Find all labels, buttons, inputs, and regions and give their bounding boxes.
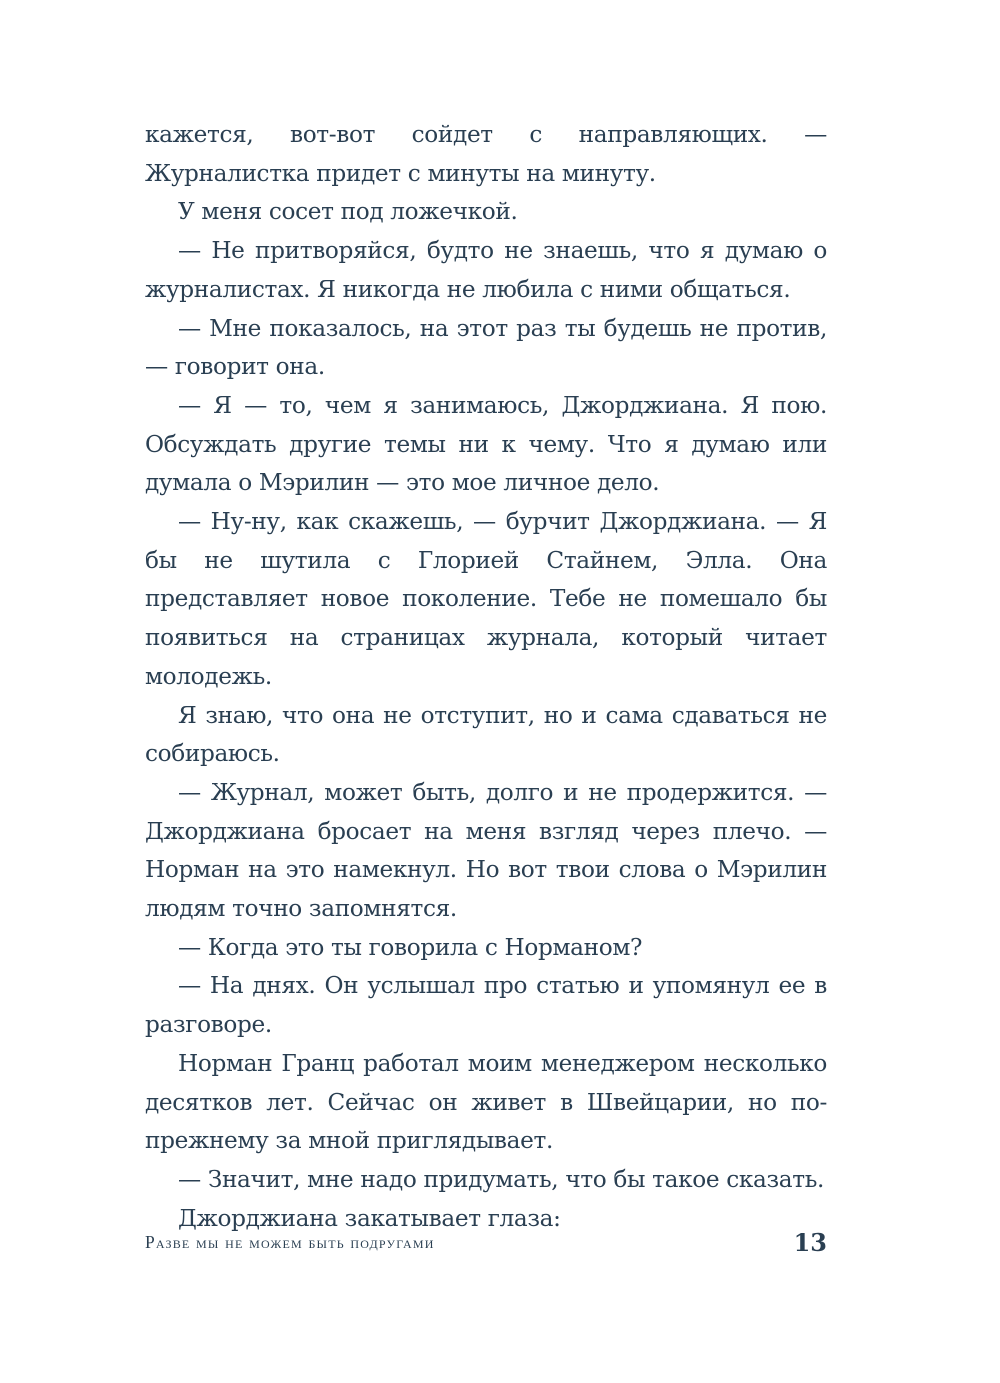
paragraph: Норман Гранц работал моим менеджером несколько десятков лет. Сейчас он живет в Швейцарии, но по-прежнему за мной приглядывает. xyxy=(145,1049,827,1155)
paragraph: — Когда это ты говорила с Норманом? xyxy=(178,933,643,961)
paragraph: — Журнал, может быть, долго и не продержится. — Джорджиана бросает на меня взгляд через плечо. — Норман на это намекнул. Но вот твои слова о Мэрилин людям точно запомнятся. xyxy=(145,778,827,923)
body-text xyxy=(145,116,827,1238)
page-number: 13 xyxy=(793,1228,827,1257)
page-footer xyxy=(145,1230,827,1260)
paragraph: — Ну-ну, как скажешь, — бурчит Джорджиана. — Я бы не шутила с Глорией Стайнем, Элла. Она представляет новое поколение. Тебе не помешало бы появиться на страницах журнала, который читает молодежь. xyxy=(145,508,827,690)
paragraph: Джорджиана закатывает глаза: xyxy=(178,1204,561,1232)
paragraph: — Я — то, чем я занимаюсь, Джорджиана. Я пою. Обсуждать другие темы ни к чему. Что я думаю или думала о Мэрилин — это мое личное дело. xyxy=(145,391,827,497)
paragraph: — Мне показалось, на этот раз ты будешь не против, — говорит она. xyxy=(145,314,827,381)
paragraph: — Значит, мне надо придумать, что бы такое сказать. xyxy=(178,1165,825,1193)
paragraph: У меня сосет под ложечкой. xyxy=(178,198,518,226)
paragraph: Я знаю, что она не отступит, но и сама сдаваться не собираюсь. xyxy=(145,701,827,768)
paragraph: — На днях. Он услышал про статью и упомянул ее в разговоре. xyxy=(145,972,827,1039)
paragraph: кажется, вот-вот сойдет с направляющих. — Журналистка придет с минуты на минуту. xyxy=(145,121,827,187)
paragraph: — Не притворяйся, будто не знаешь, что я думаю о журналистах. Я никогда не любила с ними общаться. xyxy=(145,237,827,303)
running-title: Разве мы не можем быть подругами xyxy=(145,1232,435,1252)
